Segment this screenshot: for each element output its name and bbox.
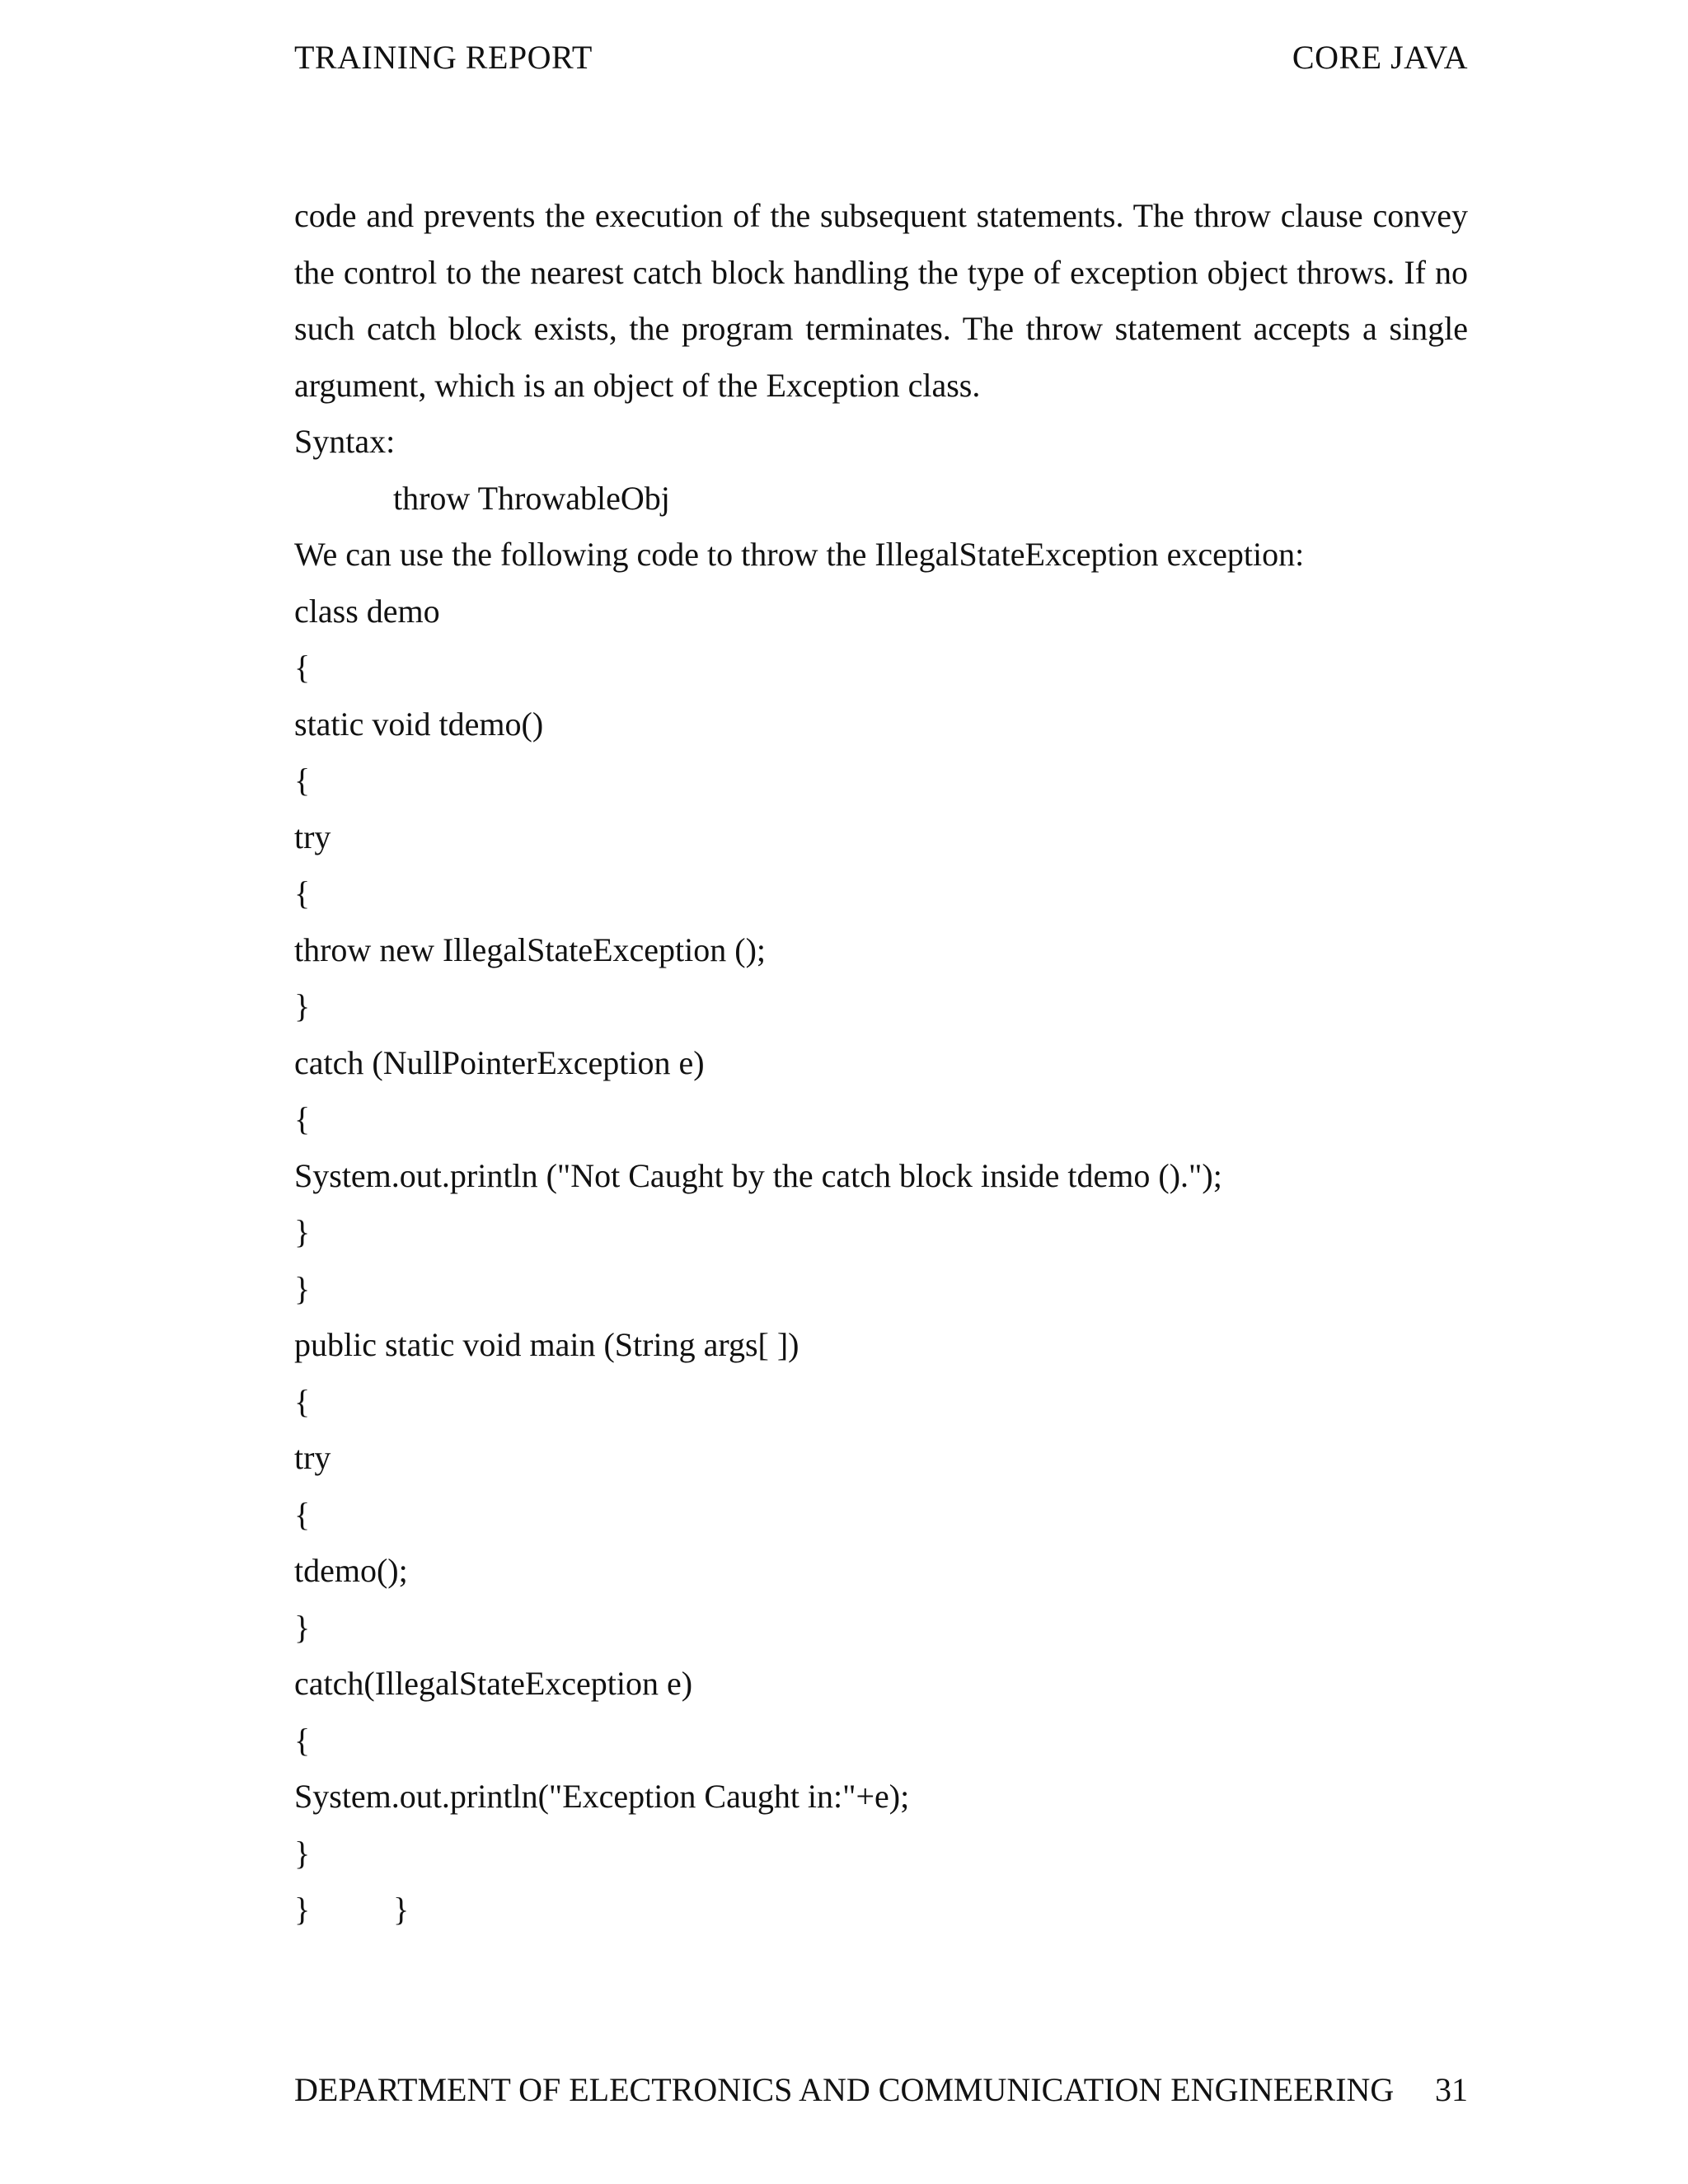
header-title-left: TRAINING REPORT: [294, 39, 593, 76]
code-line: }: [294, 1213, 311, 1250]
syntax-label: Syntax:: [294, 423, 396, 460]
header-title-right: CORE JAVA: [1292, 39, 1468, 76]
code-line: System.out.println("Exception Caught in:"+e);: [294, 1778, 910, 1815]
code-line: throw new IllegalStateException ();: [294, 930, 767, 968]
code-intro: We can use the following code to throw the IllegalStateException exception:: [294, 536, 1305, 573]
syntax-code: throw ThrowableObj: [393, 479, 670, 517]
code-line: try: [294, 818, 331, 855]
code-line: {: [294, 1495, 311, 1533]
closing-brace: }: [294, 1891, 311, 1928]
code-line: {: [294, 1100, 311, 1137]
code-line: }: [294, 1834, 311, 1872]
body-paragraph: code and prevents the execution of the subsequent statements. The throw clause convey the control to the nearest catch block handling the type of exception object throws. If no such catch block exists, the program terminates. The throw statement accepts a single argument, which is an object of the Exception class.: [294, 197, 1468, 404]
code-line: System.out.println ("Not Caught by the catch block inside tdemo ().");: [294, 1156, 1222, 1194]
page-body: [294, 188, 1468, 1938]
code-line: try: [294, 1439, 331, 1476]
code-line: }: [294, 1269, 311, 1307]
code-line: }: [294, 987, 311, 1024]
code-line: catch(IllegalStateException e): [294, 1665, 693, 1702]
code-line: catch (NullPointerException e): [294, 1043, 705, 1081]
code-line: }: [294, 1608, 311, 1646]
code-line: {: [294, 649, 311, 686]
code-line: static void tdemo(): [294, 705, 544, 743]
page-number: 31: [1435, 2071, 1468, 2108]
code-line: public static void main (String args[ ]): [294, 1326, 799, 1363]
code-line: {: [294, 874, 311, 912]
code-line: class demo: [294, 592, 440, 630]
code-block: [294, 583, 1468, 1938]
code-line: {: [294, 1721, 311, 1759]
page-footer: [294, 2067, 1468, 2113]
footer-department: DEPARTMENT OF ELECTRONICS AND COMMUNICATION ENGINEERING: [294, 2071, 1395, 2108]
closing-brace: }: [393, 1891, 410, 1928]
code-line: {: [294, 1382, 311, 1420]
code-line: tdemo();: [294, 1552, 408, 1589]
code-line-closing: [294, 1882, 1468, 1938]
code-line: {: [294, 762, 311, 799]
